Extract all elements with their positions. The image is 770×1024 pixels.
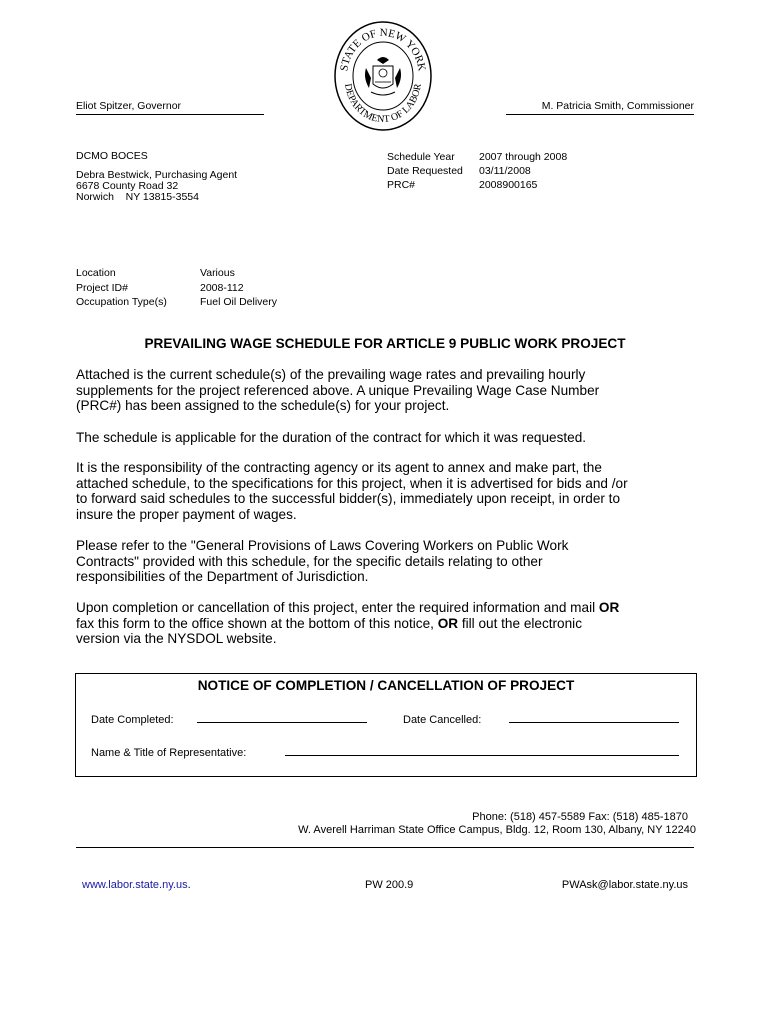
paragraph-responsibility <box>76 460 628 522</box>
or-emphasis: OR <box>598 600 620 615</box>
footer-email: PWAsk@labor.state.ny.us <box>561 879 688 891</box>
paragraph-attached <box>76 367 599 414</box>
contact-address: W. Averell Harriman State Office Campus, Bldg. 12, Room 130, Albany, NY 12240 <box>298 824 696 836</box>
commissioner-name: M. Patricia Smith, Commissioner <box>541 100 694 112</box>
date-requested-label: Date Requested <box>387 165 463 177</box>
paragraph-general-provisions <box>76 538 568 585</box>
paragraph-line: supplements for the project referenced above. A unique Prevailing Wage Case Number <box>76 382 600 398</box>
date-cancelled-label: Date Cancelled: <box>403 714 482 726</box>
website-link[interactable]: www.labor.state.ny.us <box>82 879 188 891</box>
paragraph-line: Attached is the current schedule(s) of the prevailing wage rates and prevailing hourly <box>76 367 586 382</box>
paragraph-line: insure the proper payment of wages. <box>76 506 297 522</box>
project-id-label: Project ID# <box>76 282 128 294</box>
project-id-value: 2008-112 <box>200 282 244 294</box>
date-requested-value: 03/11/2008 <box>479 165 531 177</box>
governor-name: Eliot Spitzer, Governor <box>76 100 182 112</box>
date-completed-label: Date Completed: <box>91 714 174 726</box>
paragraph-applicable <box>76 430 586 446</box>
location-value: Various <box>200 267 235 279</box>
prc-value: 2008900165 <box>479 179 538 191</box>
paragraph-line: responsibilities of the Department of Jurisdiction. <box>76 569 369 584</box>
date-cancelled-field[interactable] <box>509 722 679 723</box>
recipient-city: Norwich <box>76 191 114 203</box>
recipient-state-zip: NY 13815-3554 <box>125 191 199 203</box>
website-suffix: . <box>187 879 191 891</box>
paragraph-line: Upon completion or cancellation of this project, enter the required information and mail OR <box>76 600 620 615</box>
representative-label: Name & Title of Representative: <box>91 747 247 759</box>
schedule-year-value: 2007 through 2008 <box>479 151 568 163</box>
paragraph-line: Contracts" provided with this schedule, for the specific details relating to other <box>76 553 543 569</box>
recipient-city-line <box>76 191 199 204</box>
paragraph-line: version via the NYSDOL website. <box>76 631 277 646</box>
paragraph-line: fax this form to the office shown at the bottom of this notice, OR fill out the electronic <box>76 615 582 631</box>
location-label: Location <box>76 267 116 279</box>
occupation-value: Fuel Oil Delivery <box>200 296 278 308</box>
document-title: PREVAILING WAGE SCHEDULE FOR ARTICLE 9 PUBLIC WORK PROJECT <box>144 336 626 351</box>
paragraph-line: attached schedule, to the specifications for this project, when it is advertised for bids and /or <box>76 475 628 491</box>
recipient-name: Debra Bestwick, Purchasing Agent <box>76 169 238 181</box>
recipient-street: 6678 County Road 32 <box>76 180 179 192</box>
contact-phone-fax: Phone: (518) 457-5589 Fax: (518) 485-1870 <box>472 811 688 823</box>
footer-rule <box>76 847 694 848</box>
paragraph-line: The schedule is applicable for the duration of the contract for which it was requested. <box>76 430 587 445</box>
representative-field[interactable] <box>285 755 679 756</box>
footer-website-line <box>82 879 191 892</box>
paragraph-line: (PRC#) has been assigned to the schedule(s) for your project. <box>76 398 450 413</box>
prc-label: PRC# <box>387 179 416 191</box>
recipient-org: DCMO BOCES <box>76 150 148 162</box>
state-seal <box>333 20 433 132</box>
paragraph-completion <box>76 600 619 647</box>
schedule-year-label: Schedule Year <box>387 151 455 163</box>
occupation-label: Occupation Type(s) <box>76 296 167 308</box>
form-id: PW 200.9 <box>365 879 414 891</box>
header-rule-left <box>76 114 264 115</box>
seal-bottom-text: DEPARTMENT OF LABOR <box>342 82 424 126</box>
header-rule-right <box>506 114 694 115</box>
notice-title: NOTICE OF COMPLETION / CANCELLATION OF PROJECT <box>197 678 575 693</box>
date-completed-field[interactable] <box>197 722 367 723</box>
paragraph-line: It is the responsibility of the contracting agency or its agent to annex and make part, the <box>76 460 602 475</box>
or-emphasis: OR <box>437 615 459 631</box>
seal-icon <box>333 20 433 132</box>
paragraph-line: Please refer to the "General Provisions of Laws Covering Workers on Public Work <box>76 538 569 553</box>
paragraph-line: to forward said schedules to the successful bidder(s), immediately upon receipt, in order to <box>76 491 621 506</box>
seal-top-text: STATE OF NEW YORK <box>338 26 428 73</box>
